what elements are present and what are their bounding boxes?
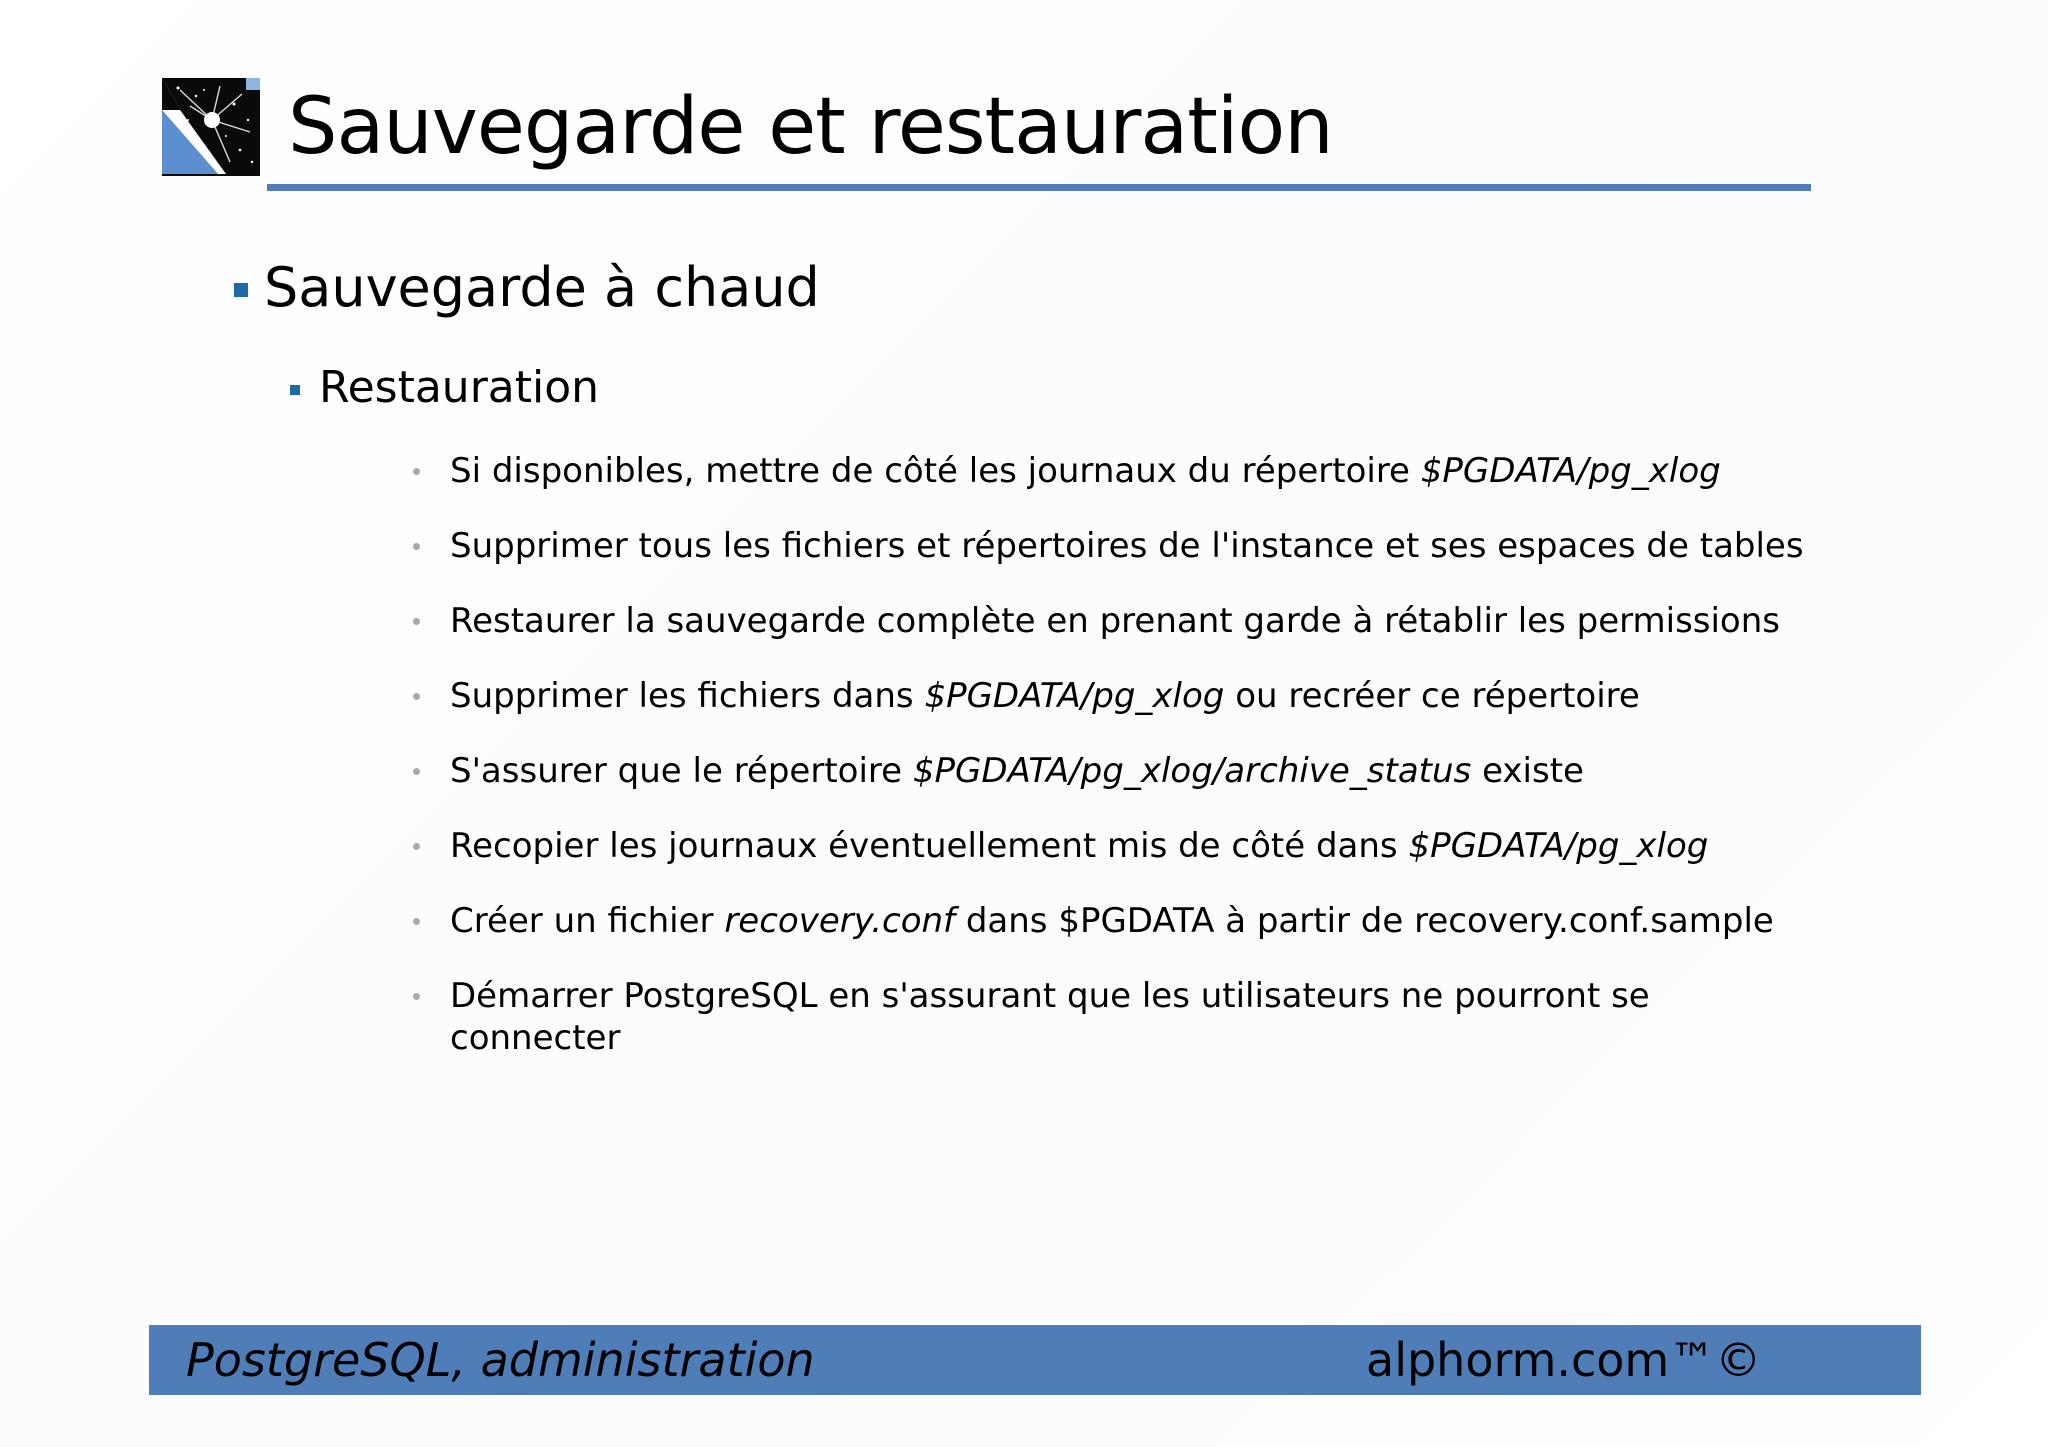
slide-title: Sauvegarde et restauration [288,82,1333,172]
logo-icon [160,76,264,176]
level1-heading: Sauvegarde à chaud [264,256,820,319]
list-item-text: ou recréer ce répertoire [1224,676,1640,716]
dot-bullet-icon [413,543,420,550]
list-item-code: $PGDATA/pg_xlog [924,676,1225,716]
title-underline [267,184,1811,191]
dot-bullet-icon [413,768,420,775]
list-item [450,975,1810,1059]
footer-bar [149,1325,1921,1395]
dot-bullet-icon [413,993,420,1000]
dot-bullet-icon [413,918,420,925]
list-item [450,825,1810,867]
footer-course-title: PostgreSQL, administration [186,1333,815,1387]
list-item-code: $PGDATA/pg_xlog [1420,451,1721,491]
dot-bullet-icon [413,693,420,700]
dot-bullet-icon [413,468,420,475]
list-item [450,750,1810,792]
square-bullet-icon [234,283,248,297]
list-item-text: S'assurer que le répertoire [450,751,913,791]
list-item-code: recovery.conf [724,901,956,941]
square-bullet-icon [290,385,300,395]
list-item-text: Si disponibles, mettre de côté les journaux du répertoire [450,451,1421,491]
list-item [450,450,1810,492]
footer-brand: alphorm.com™© [1366,1333,1762,1387]
level2-heading: Restauration [319,362,600,413]
list-item [450,600,1810,642]
list-item-text: Recopier les journaux éventuellement mis de côté dans [450,826,1409,866]
list-item-text: Démarrer PostgreSQL en s'assurant que les utilisateurs ne pourront se connecter [450,976,1650,1058]
list-item-text: Supprimer les fichiers dans [450,676,925,716]
dot-bullet-icon [413,843,420,850]
list-item-text: existe [1471,751,1584,791]
list-item-code: $PGDATA/pg_xlog [1408,826,1709,866]
list-item-text: Créer un fichier [450,901,725,941]
list-item [450,675,1810,717]
list-item-text: Supprimer tous les fichiers et répertoires de l'instance et ses espaces de tables [450,526,1804,566]
list-item [450,900,1810,942]
list-item-code: $PGDATA/pg_xlog/archive_status [912,751,1472,791]
list-item-text: dans $PGDATA à partir de recovery.conf.sample [955,901,1774,941]
list-item [450,525,1810,567]
dot-bullet-icon [413,618,420,625]
list-item-text: Restaurer la sauvegarde complète en prenant garde à rétablir les permissions [450,601,1781,641]
